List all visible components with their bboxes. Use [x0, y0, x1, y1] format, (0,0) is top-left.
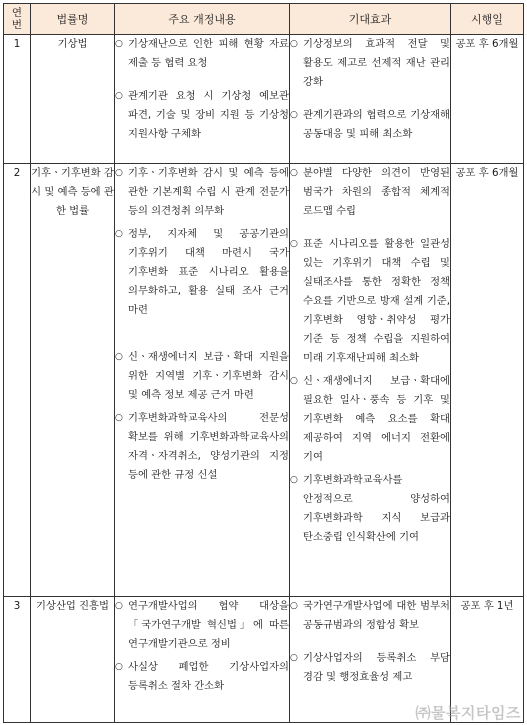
list-item [115, 164, 289, 221]
list-item [115, 348, 289, 405]
effect-text: 신ㆍ재생에너지 보급ㆍ확대에 필요한 일사ㆍ풍속 등 기후 및 기후변화 예측 요소를 확대 제공하여 지역 에너지 전환에 기여 [303, 375, 450, 463]
bullet-icon: ○ [290, 39, 298, 49]
effect-text: 기상사업자의 등록취소 부담 경감 및 행정효율성 제고 [303, 652, 450, 683]
list-item [290, 372, 450, 467]
expected-effect-cell [290, 35, 451, 164]
bullet-icon: ○ [290, 239, 298, 249]
list-item [290, 235, 450, 368]
bullet-icon: ○ [115, 352, 123, 362]
bullet-icon: ○ [115, 168, 123, 178]
list-item [290, 35, 450, 92]
header-date: 시행일 [451, 4, 524, 35]
content-text: 사실상 폐업한 기상사업자의 등록취소 절차 간소화 [128, 661, 289, 692]
amendment-content-cell [115, 597, 290, 723]
list-item [290, 597, 450, 635]
bullet-icon: ○ [290, 601, 298, 611]
table-row [4, 164, 524, 597]
header-num: 연번 [4, 4, 31, 35]
bullet-icon: ○ [290, 168, 298, 178]
bullet-icon: ○ [290, 110, 298, 120]
effect-text: 기상정보의 효과적 전달 및 활용도 제고로 선제적 재난 관리 강화 [303, 38, 450, 88]
expected-effect-cell [290, 164, 451, 597]
header-effect: 기대효과 [290, 4, 451, 35]
bullet-icon: ○ [290, 475, 298, 485]
header-law-name: 법률명 [31, 4, 115, 35]
effect-text: 기후변화과학교육사를 안정적으로 양성하여 기후변화과학 지식 보급과 탄소중립 인식확산에 기여 [303, 474, 450, 543]
watermark-logo: ㈜물복지타임즈 [415, 704, 521, 722]
amendment-content-cell [115, 35, 290, 164]
list-item [115, 597, 289, 654]
bullet-icon: ○ [115, 413, 123, 423]
amendment-content-cell [115, 164, 290, 597]
list-item [290, 106, 450, 144]
bullet-icon: ○ [115, 601, 123, 611]
content-text: 기후ㆍ기후변화 감시 및 예측 등에 관한 기본계획 수립 시 관계 전문가 등의 의견청취 의무화 [128, 167, 289, 217]
bullet-icon: ○ [290, 376, 298, 386]
row-number: 1 [4, 35, 31, 164]
list-item [115, 658, 289, 696]
list-item [290, 164, 450, 221]
bullet-icon: ○ [115, 39, 123, 49]
law-name: 기상법 [31, 35, 115, 164]
list-item [115, 35, 289, 73]
law-name: 기상산업 진흥법 [31, 597, 115, 723]
table-row [4, 35, 524, 164]
table-header-row [4, 4, 524, 35]
law-name: 기후ㆍ기후변화 감시 및 예측 등에 관한 법률 [31, 164, 115, 597]
bullet-icon: ○ [115, 229, 123, 239]
bullet-icon: ○ [115, 662, 123, 672]
effect-text: 분야별 다양한 의견이 반영된 범국가 차원의 종합적 체계적 로드맵 수립 [303, 167, 450, 217]
effective-date: 공포 후 1년 [451, 597, 524, 723]
bullet-icon: ○ [290, 653, 298, 663]
list-item [115, 87, 289, 144]
content-text: 기상재난으로 인한 피해 현황 자료 제출 등 협력 요청 [128, 38, 289, 69]
row-number: 2 [4, 164, 31, 597]
content-text: 연구개발사업의 협약 대상을 「국가연구개발 혁신법」에 따른 연구개발기관으로 정비 [128, 600, 289, 650]
header-content: 주요 개정내용 [115, 4, 290, 35]
content-text: 신ㆍ재생에너지 보급ㆍ확대 지원을 위한 지역별 기후ㆍ기후변화 감시 및 예측 정보 제공 근거 마련 [128, 351, 289, 401]
list-item [290, 649, 450, 687]
list-item [115, 409, 289, 485]
row-number: 3 [4, 597, 31, 723]
law-amendment-table [3, 3, 524, 723]
effect-text: 표준 시나리오를 활용한 일관성 있는 기후위기 대책 수립 및 실태조사를 통한 정확한 정책 수요를 기반으로 방재 설계 기준, 기후변화 영향ㆍ취약성 평가 기준 등 정책 수립을 지원하여 미래 기후재난피해 최소화 [303, 238, 450, 364]
list-item [115, 225, 289, 320]
content-text: 정부, 지자체 및 공공기관의 기후위기 대책 마련시 국가 기후변화 표준 시나리오 활용을 의무화하고, 활용 실태 조사 근거 마련 [128, 228, 289, 316]
effect-text: 국가연구개발사업에 대한 범부처 공동규범과의 정합성 확보 [303, 600, 450, 631]
content-text: 관계기관 요청 시 기상청 예보관 파견, 기술 및 장비 지원 등 기상청 지원사항 구체화 [128, 90, 289, 140]
content-text: 기후변화과학교육사의 전문성 확보를 위해 기후변화과학교육사의 자격ㆍ자격취소, 양성기관의 지정 등에 관한 규정 신설 [128, 412, 289, 481]
bullet-icon: ○ [115, 91, 123, 101]
effective-date: 공포 후 6개월 [451, 35, 524, 164]
effective-date: 공포 후 6개월 [451, 164, 524, 597]
list-item [290, 471, 450, 547]
effect-text: 관계기관과의 협력으로 기상재해 공동대응 및 피해 최소화 [303, 109, 450, 140]
